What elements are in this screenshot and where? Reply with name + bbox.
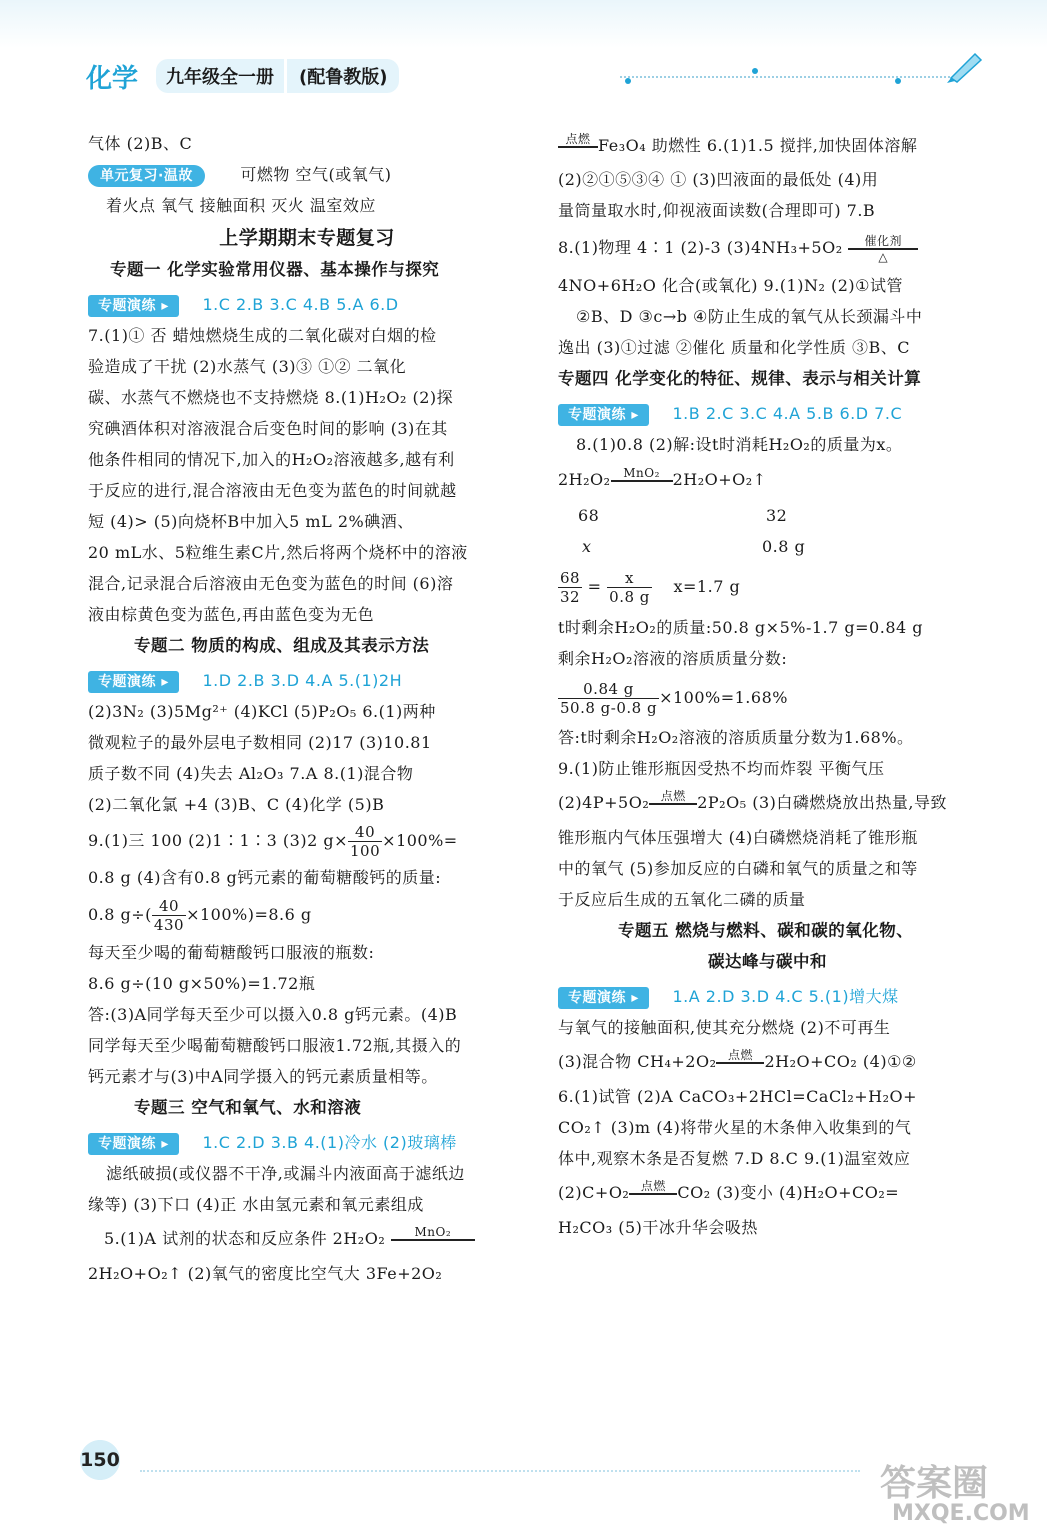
molar-mass: 68 bbox=[578, 506, 600, 525]
condition-text: 点燃 bbox=[558, 132, 598, 148]
fraction bbox=[558, 569, 582, 606]
answer-line: ②B、D ③c→b ④防止生成的氧气从长颈漏斗中 bbox=[576, 307, 923, 326]
answer-text: 1.C 2.B 3.C 4.B 5.A 6.D bbox=[202, 295, 399, 314]
given-mass: 0.8 g bbox=[762, 537, 806, 556]
answer-text: x=1.7 g bbox=[673, 577, 741, 596]
answer-line: 微观粒子的最外层电子数相同 (2)17 (3)10.81 bbox=[88, 733, 432, 752]
answer-line: 9.(1)防止锥形瓶因受热不均而炸裂 平衡气压 bbox=[558, 759, 885, 778]
fraction-denominator: 32 bbox=[560, 588, 581, 606]
topic4-answers bbox=[558, 398, 990, 429]
answer-line: 2H₂O+O₂↑ (2)氧气的密度比空气大 3Fe+2O₂ bbox=[88, 1264, 443, 1283]
header-dot bbox=[752, 68, 758, 74]
topic3-answers bbox=[88, 1127, 526, 1158]
reaction-condition bbox=[558, 132, 598, 162]
fraction bbox=[558, 680, 659, 717]
answer-text: 8.(1)物理 4∶1 (2)-3 (3)4NH₃+5O₂ bbox=[558, 238, 843, 257]
watermark bbox=[880, 1455, 1030, 1526]
mass-line bbox=[558, 531, 990, 562]
answer-line: 碳、水蒸气不燃烧也不支持燃烧 8.(1)H₂O₂ (2)探 bbox=[88, 388, 454, 407]
answer-line: (2)二氧化氯 +4 (3)B、C (4)化学 (5)B bbox=[88, 795, 385, 814]
header-dot bbox=[625, 78, 631, 84]
watermark-logo-text: 答案圈 bbox=[880, 1463, 989, 1504]
topic-title-5: 专题五 燃烧与燃料、碳和碳的氧化物、 bbox=[618, 921, 914, 940]
practice-badge: 专题演练 ▸ bbox=[558, 987, 649, 1009]
topic2-answers bbox=[88, 665, 526, 696]
fraction-numerator: x bbox=[607, 569, 652, 588]
watermark-url: MXQE.COM bbox=[892, 1501, 1030, 1526]
reaction-condition bbox=[611, 466, 673, 496]
edition-label: (配鲁教版) bbox=[284, 59, 399, 93]
answer-text: ×100%=1.68% bbox=[659, 688, 788, 707]
condition-text: 催化剂 bbox=[848, 234, 918, 250]
answer-line-equation bbox=[558, 784, 990, 822]
answer-line-fraction bbox=[88, 820, 526, 862]
answer-line-fraction bbox=[88, 893, 526, 937]
answer-text: 0.8 g÷( bbox=[88, 905, 152, 924]
answer-text: 5.(1)A 试剂的状态和反应条件 2H₂O₂ bbox=[104, 1229, 386, 1248]
answer-line: 量筒量取水时,仰视液面读数(合理即可) 7.B bbox=[558, 201, 876, 220]
answer-line: 答:(3)A同学每天至少可以摄入0.8 g钙元素。(4)B bbox=[88, 1005, 458, 1024]
answer-text: 2P₂O₅ (3)白磷燃烧放出热量,导致 bbox=[697, 793, 947, 812]
answer-text: 可燃物 空气(或氧气) bbox=[240, 165, 392, 184]
answer-line: 液由棕黄色变为蓝色,再由蓝色变为无色 bbox=[88, 605, 375, 624]
reaction-condition bbox=[716, 1048, 764, 1078]
fraction-numerator: 68 bbox=[560, 569, 581, 587]
top-band bbox=[0, 0, 1047, 48]
answer-text: 1.C 2.D 3.B 4.(1)冷水 (2)玻璃棒 bbox=[202, 1133, 457, 1152]
reaction-condition bbox=[391, 1225, 475, 1255]
answer-line: 6.(1)试管 (2)A CaCO₃+2HCl=CaCl₂+H₂O+ bbox=[558, 1087, 918, 1106]
answer-line-fraction bbox=[558, 674, 990, 722]
answer-line: 同学每天至少喝葡萄糖酸钙口服液1.72瓶,其摄入的 bbox=[88, 1036, 462, 1055]
answer-line: 0.8 g (4)含有0.8 g钙元素的葡萄糖酸钙的质量: bbox=[88, 868, 442, 887]
answer-line: 于反应的进行,混合溶液由无色变为蓝色的时间就越 bbox=[88, 481, 457, 500]
footer-dotted-line bbox=[140, 1470, 860, 1472]
answer-line: 锥形瓶内气体压强增大 (4)白磷燃烧消耗了锥形瓶 bbox=[558, 828, 918, 847]
answer-line: 答:t时剩余H₂O₂溶液的溶质质量分数为1.68%。 bbox=[558, 728, 914, 747]
answer-line: 7.(1)① 否 蜡烛燃烧生成的二氧化碳对白烟的检 bbox=[88, 326, 437, 345]
reaction-condition bbox=[649, 789, 697, 819]
topic5-answers bbox=[558, 981, 990, 1012]
answer-text: 1.D 2.B 3.D 4.A 5.(1)2H bbox=[202, 671, 403, 690]
condition-heat: △ bbox=[878, 249, 889, 264]
page-number: 150 bbox=[70, 1440, 130, 1480]
answer-text: 2H₂O₂ bbox=[558, 470, 611, 489]
practice-badge: 专题演练 ▸ bbox=[558, 404, 649, 426]
answer-line: 中的氧气 (5)参加反应的白磷和氧气的质量之和等 bbox=[558, 859, 918, 878]
answer-line: (2)3N₂ (3)5Mg²⁺ (4)KCl (5)P₂O₅ 6.(1)两种 bbox=[88, 702, 436, 721]
subject-title: 化学 bbox=[86, 63, 139, 94]
practice-badge: 专题演练 ▸ bbox=[88, 295, 179, 317]
answer-text: 1.B 2.C 3.C 4.A 5.B 6.D 7.C bbox=[672, 404, 903, 423]
answer-line: 8.(1)0.8 (2)解:设t时消耗H₂O₂的质量为x。 bbox=[576, 435, 903, 454]
answer-line-equation bbox=[558, 1174, 990, 1212]
answer-text: 2H₂O+CO₂ (4)①② bbox=[764, 1052, 917, 1071]
answer-line: CO₂↑ (3)m (4)将带火星的木条伸入收集到的气 bbox=[558, 1118, 912, 1137]
pen-icon bbox=[945, 48, 985, 84]
answer-line-equation bbox=[558, 128, 990, 164]
fraction-numerator: 40 bbox=[152, 897, 186, 916]
answer-text: ×100%= bbox=[382, 831, 458, 850]
answer-line: 滤纸破损(或仪器不干净,或漏斗内液面高于滤纸边 bbox=[106, 1164, 465, 1183]
practice-badge: 专题演练 ▸ bbox=[88, 671, 179, 693]
fraction bbox=[607, 569, 652, 606]
topic-title-5-cont: 碳达峰与碳中和 bbox=[708, 952, 827, 971]
molar-mass: 32 bbox=[766, 506, 788, 525]
answer-text: (2)4P+5O₂ bbox=[558, 793, 650, 812]
answer-text: 1.A 2.D 3.D 4.C 5.(1)增大煤 bbox=[672, 987, 899, 1006]
condition-text: 点燃 bbox=[716, 1048, 764, 1064]
answer-line: 他条件相同的情况下,加入的H₂O₂溶液越多,越有利 bbox=[88, 450, 455, 469]
condition-text: 点燃 bbox=[649, 789, 697, 805]
answer-line: 每天至少喝的葡萄糖酸钙口服液的瓶数: bbox=[88, 943, 375, 962]
header-dot bbox=[895, 78, 901, 84]
fraction-denominator: 0.8 g bbox=[609, 588, 650, 606]
practice-badge: 专题演练 ▸ bbox=[88, 1133, 179, 1155]
reaction-condition bbox=[629, 1179, 677, 1209]
condition-text: 点燃 bbox=[629, 1179, 677, 1195]
answer-text: (3)混合物 CH₄+2O₂ bbox=[558, 1052, 717, 1071]
answer-line: H₂CO₃ (5)干冰升华会吸热 bbox=[558, 1218, 758, 1237]
topic-title-4: 专题四 化学变化的特征、规律、表示与相关计算 bbox=[558, 369, 922, 388]
right-column bbox=[558, 128, 990, 1243]
unit-review-line bbox=[88, 159, 526, 190]
answer-line-equation bbox=[558, 226, 990, 270]
fraction-numerator: 40 bbox=[348, 823, 382, 842]
equation-line bbox=[558, 460, 990, 500]
mass-line bbox=[558, 500, 990, 531]
answer-line: 逸出 (3)①过滤 ②催化 质量和化学性质 ③B、C bbox=[558, 338, 911, 357]
answer-text: ×100%)=8.6 g bbox=[186, 905, 312, 924]
answer-line: 混合,记录混合后溶液由无色变为蓝色的时间 (6)溶 bbox=[88, 574, 454, 593]
unit-review-badge: 单元复习·温故 bbox=[88, 165, 205, 187]
answer-line: 气体 (2)B、C bbox=[88, 134, 193, 153]
answer-text: 9.(1)三 100 (2)1∶1∶3 (3)2 g× bbox=[88, 831, 349, 850]
condition-text: MnO₂ bbox=[391, 1225, 475, 1241]
answer-line: 剩余H₂O₂溶液的溶质质量分数: bbox=[558, 649, 788, 668]
topic-title-2: 专题二 物质的构成、组成及其表示方法 bbox=[134, 636, 430, 655]
page-header bbox=[86, 58, 399, 94]
answer-text: 2H₂O+O₂↑ bbox=[672, 470, 767, 489]
topic1-answers bbox=[88, 289, 526, 320]
answer-line: 8.6 g÷(10 g×50%)=1.72瓶 bbox=[88, 974, 316, 993]
section-title: 上学期期末专题复习 bbox=[219, 227, 395, 249]
answer-line: 缘等) (3)下口 (4)正 水由氢元素和氧元素组成 bbox=[88, 1195, 424, 1214]
answer-line: 质子数不同 (4)失去 Al₂O₃ 7.A 8.(1)混合物 bbox=[88, 764, 414, 783]
answer-line: 4NO+6H₂O 化合(或氧化) 9.(1)N₂ (2)①试管 bbox=[558, 276, 903, 295]
answer-line: t时剩余H₂O₂的质量:50.8 g×5%-1.7 g=0.84 g bbox=[558, 618, 924, 637]
left-column bbox=[88, 128, 526, 1289]
answer-line: 究碘酒体积对溶液混合后变色时间的影响 (3)在其 bbox=[88, 419, 448, 438]
answer-line: 体中,观察木条是否复燃 7.D 8.C 9.(1)温室效应 bbox=[558, 1149, 911, 1168]
fraction-denominator: 100 bbox=[350, 842, 381, 860]
fraction bbox=[348, 823, 382, 860]
reaction-condition bbox=[848, 234, 918, 264]
grade-label: 九年级全一册 bbox=[156, 59, 284, 93]
header-dotted-line bbox=[620, 76, 950, 78]
answer-line-equation bbox=[88, 1220, 526, 1258]
condition-text: MnO₂ bbox=[611, 466, 673, 482]
topic-title-3: 专题三 空气和氧气、水和溶液 bbox=[134, 1098, 362, 1117]
fraction-denominator: 430 bbox=[153, 916, 185, 934]
answer-line: 20 mL水、5粒维生素C片,然后将两个烧杯中的溶液 bbox=[88, 543, 468, 562]
answer-line: 短 (4)> (5)向烧杯B中加入5 mL 2%碘酒、 bbox=[88, 512, 414, 531]
proportion-line: $\frac{68}{32}$ = $\frac{x}{0.8 g}$ x=1.7 g bbox=[560, 569, 741, 606]
fraction-numerator: 0.84 g bbox=[558, 680, 659, 699]
fraction-denominator: 50.8 g-0.8 g bbox=[560, 699, 658, 717]
answer-line: 钙元素才与(3)中A同学摄入的钙元素质量相等。 bbox=[88, 1067, 438, 1086]
answer-text: CO₂ (3)变小 (4)H₂O+CO₂= bbox=[677, 1183, 900, 1202]
answer-line: 着火点 氧气 接触面积 灭火 温室效应 bbox=[106, 196, 376, 215]
topic-title-1: 专题一 化学实验常用仪器、基本操作与探究 bbox=[110, 260, 440, 279]
answer-line-equation bbox=[558, 1043, 990, 1081]
unknown-x: x bbox=[582, 537, 592, 556]
answer-line: 与氧气的接触面积,使其充分燃烧 (2)不可再生 bbox=[558, 1018, 891, 1037]
answer-text: Fe₃O₄ 助燃性 6.(1)1.5 搅拌,加快固体溶解 bbox=[598, 136, 918, 155]
answer-line: 于反应后生成的五氧化二磷的质量 bbox=[558, 890, 806, 909]
answer-text: (2)C+O₂ bbox=[558, 1183, 630, 1202]
answer-line: (2)②①⑤③④ ① (3)凹液面的最低处 (4)用 bbox=[558, 170, 879, 189]
answer-line: 验造成了干扰 (2)水蒸气 (3)③ ①② 二氧化 bbox=[88, 357, 407, 376]
fraction bbox=[152, 897, 186, 934]
